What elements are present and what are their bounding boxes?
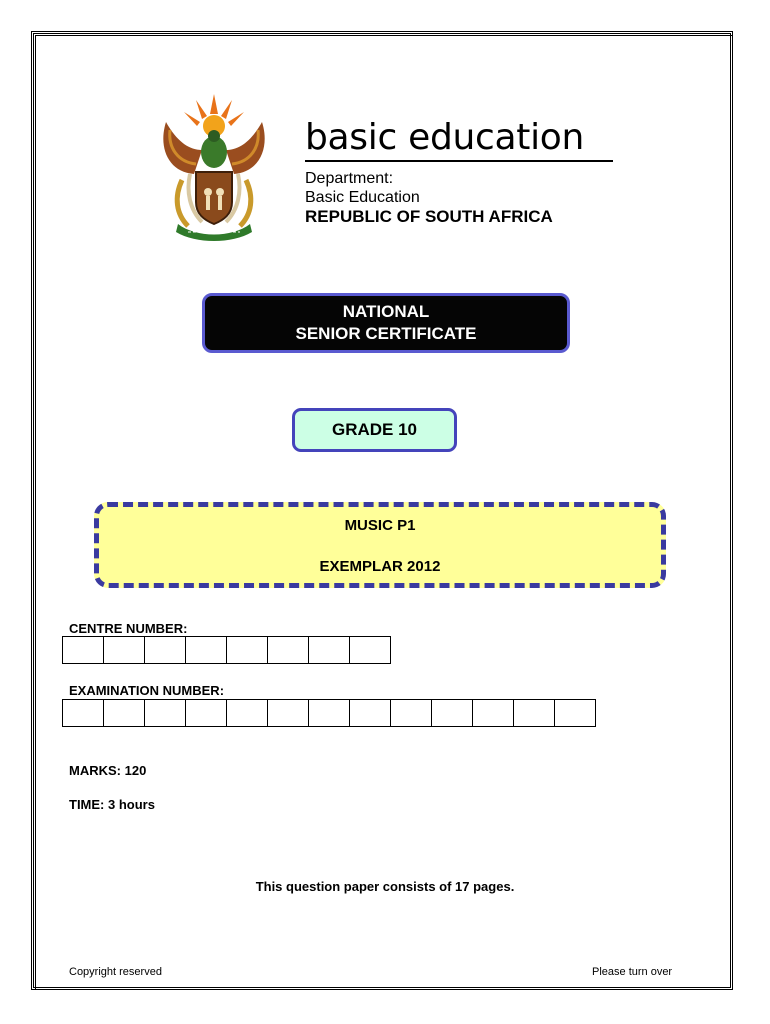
examination-number-grid bbox=[62, 699, 596, 727]
examination-number-cell[interactable] bbox=[391, 699, 432, 727]
centre-number-cell[interactable] bbox=[350, 636, 391, 664]
examination-number-cell[interactable] bbox=[227, 699, 268, 727]
certificate-banner bbox=[202, 293, 570, 353]
centre-number-grid bbox=[62, 636, 391, 664]
centre-number-cell[interactable] bbox=[268, 636, 309, 664]
examination-number-cell[interactable] bbox=[104, 699, 145, 727]
copyright-text: Copyright reserved bbox=[69, 966, 162, 978]
examination-number-cell[interactable] bbox=[432, 699, 473, 727]
subject-title: MUSIC P1 bbox=[344, 517, 416, 534]
centre-number-cell[interactable] bbox=[145, 636, 186, 664]
centre-number-cell[interactable] bbox=[227, 636, 268, 664]
brand-divider bbox=[305, 160, 613, 162]
examination-number-cell[interactable] bbox=[145, 699, 186, 727]
examination-number-cell[interactable] bbox=[514, 699, 555, 727]
grade-badge: GRADE 10 bbox=[292, 408, 457, 452]
centre-number-cell[interactable] bbox=[309, 636, 350, 664]
examination-number-cell[interactable] bbox=[63, 699, 104, 727]
examination-number-cell[interactable] bbox=[309, 699, 350, 727]
certificate-line-1: NATIONAL bbox=[342, 302, 430, 321]
examination-number-label: EXAMINATION NUMBER: bbox=[69, 683, 225, 698]
time-text: TIME: 3 hours bbox=[69, 797, 155, 812]
page-count-note: This question paper consists of 17 pages. bbox=[255, 879, 515, 894]
department-label: Department: bbox=[305, 170, 394, 187]
certificate-line-2: SENIOR CERTIFICATE bbox=[295, 324, 477, 343]
edition-title: EXEMPLAR 2012 bbox=[319, 558, 441, 575]
centre-number-cell[interactable] bbox=[104, 636, 145, 664]
marks-text: MARKS: 120 bbox=[69, 763, 147, 778]
centre-number-cell[interactable] bbox=[186, 636, 227, 664]
turn-over-text: Please turn over bbox=[592, 966, 673, 978]
examination-number-cell[interactable] bbox=[268, 699, 309, 727]
centre-number-cell[interactable] bbox=[63, 636, 104, 664]
examination-number-cell[interactable] bbox=[350, 699, 391, 727]
examination-number-cell[interactable] bbox=[473, 699, 514, 727]
country-name: REPUBLIC OF SOUTH AFRICA bbox=[305, 207, 553, 226]
examination-number-cell[interactable] bbox=[555, 699, 596, 727]
paper-title-box bbox=[94, 502, 666, 588]
examination-number-cell[interactable] bbox=[186, 699, 227, 727]
department-name: Basic Education bbox=[305, 189, 420, 206]
centre-number-label: CENTRE NUMBER: bbox=[69, 621, 188, 636]
coat-of-arms-icon bbox=[152, 92, 276, 242]
brand-title: basic education bbox=[305, 117, 585, 158]
